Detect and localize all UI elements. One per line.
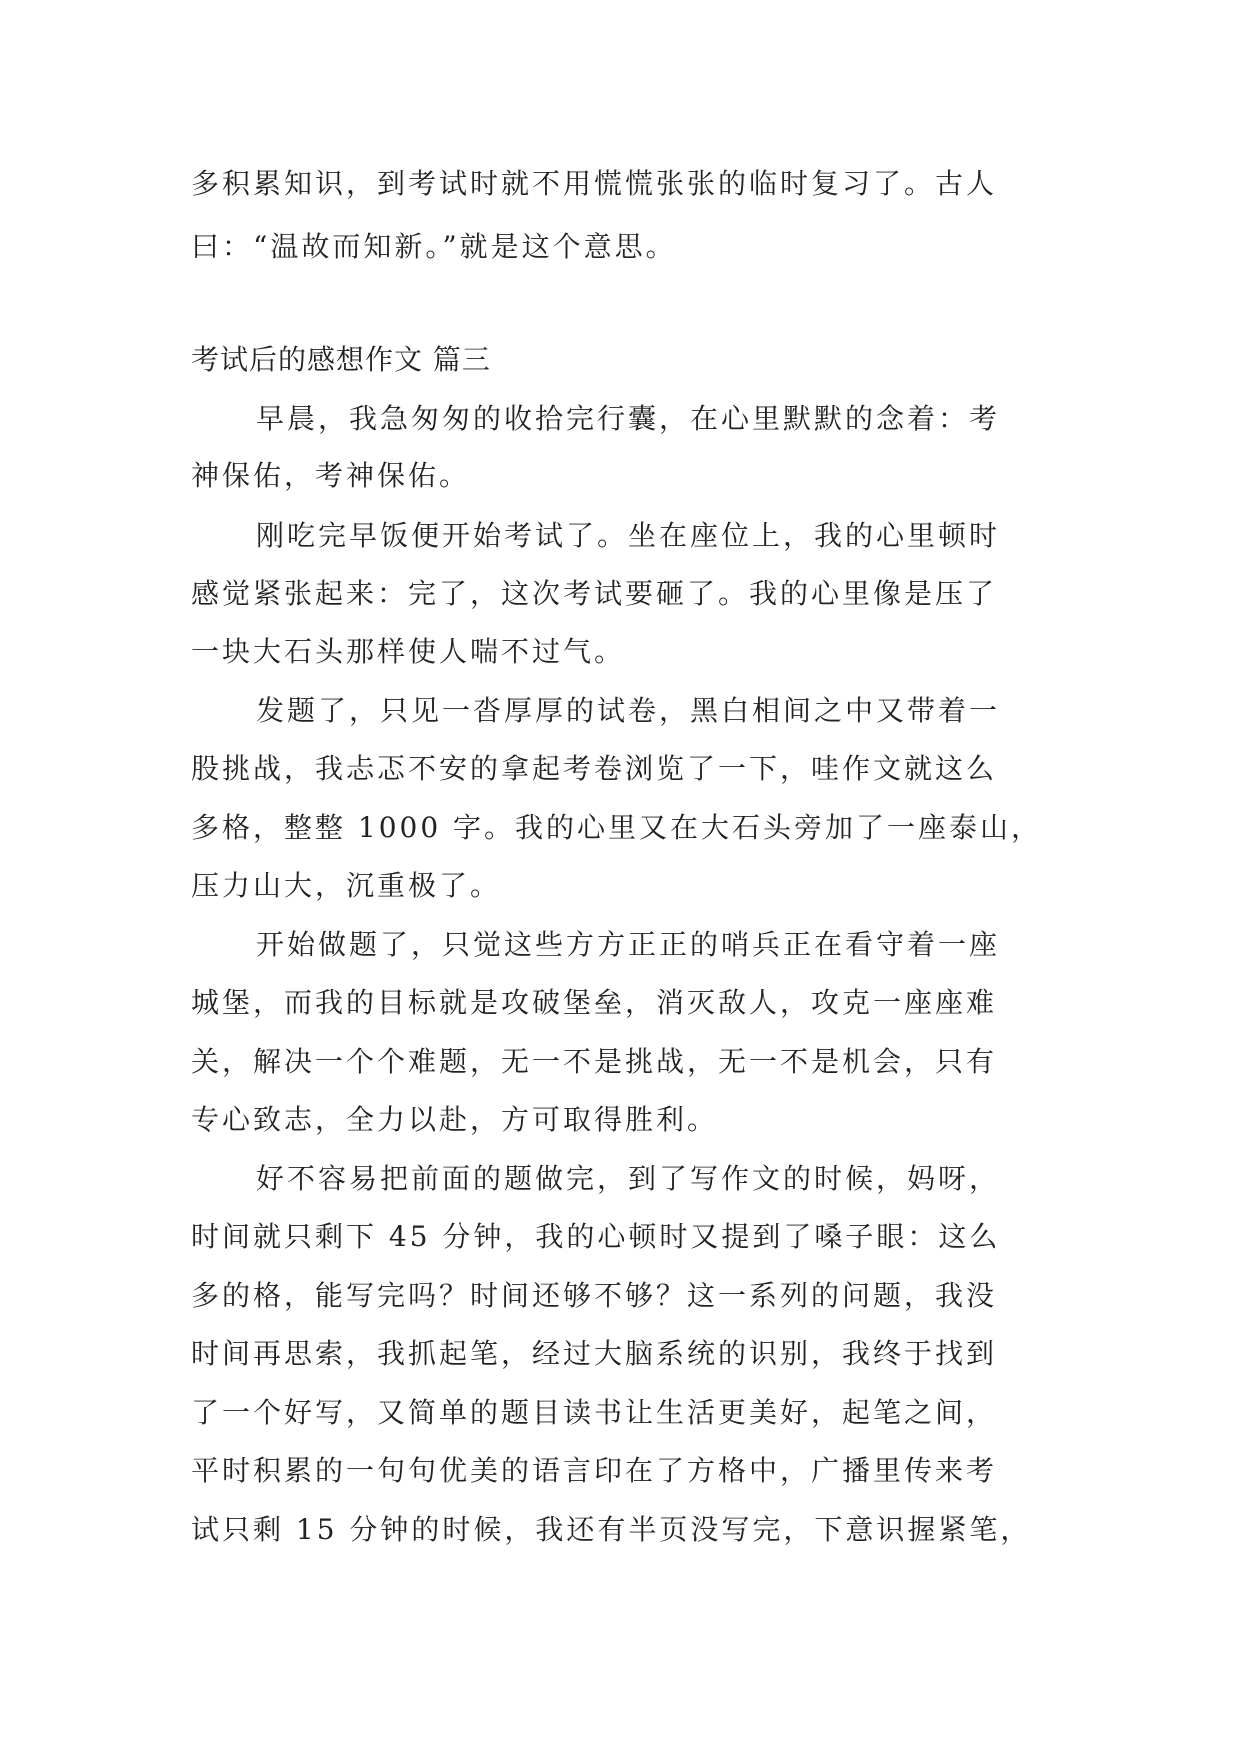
- paragraph-line: 发题了，只见一沓厚厚的试卷，黑白相间之中又带着一: [256, 694, 1001, 727]
- paragraph-line: 时间就只剩下 45 分钟，我的心顿时又提到了嗓子眼：这么: [191, 1220, 1001, 1253]
- paragraph-line: 好不容易把前面的题做完，到了写作文的时候，妈呀，: [256, 1162, 1001, 1195]
- paragraph-line: 城堡，而我的目标就是攻破堡垒，消灭敌人，攻克一座座难: [191, 986, 998, 1019]
- paragraph-line: 开始做题了，只觉这些方方正正的哨兵正在看守着一座: [256, 928, 1001, 961]
- paragraph-line: 压力山大，沉重极了。: [191, 869, 502, 902]
- paragraph-line: 曰：“温故而知新。”就是这个意思。: [191, 230, 677, 263]
- section-heading: 考试后的感想作文 篇三: [191, 343, 491, 376]
- paragraph-line: 神保佑，考神保佑。: [191, 459, 471, 492]
- paragraph-line: 早晨，我急匆匆的收拾完行囊，在心里默默的念着：考: [256, 402, 1001, 435]
- paragraph-line: 刚吃完早饭便开始考试了。坐在座位上，我的心里顿时: [256, 519, 1001, 552]
- paragraph-line: 时间再思索，我抓起笔，经过大脑系统的识别，我终于找到: [191, 1337, 998, 1370]
- paragraph-line: 平时积累的一句句优美的语言印在了方格中，广播里传来考: [191, 1454, 998, 1487]
- paragraph-line: 试只剩 15 分钟的时候，我还有半页没写完，下意识握紧笔，: [191, 1513, 1032, 1546]
- paragraph-line: 感觉紧张起来：完了，这次考试要砸了。我的心里像是压了: [191, 577, 998, 610]
- paragraph-line: 专心致志，全力以赴，方可取得胜利。: [191, 1103, 719, 1136]
- paragraph-line: 了一个好写，又简单的题目读书让生活更美好，起笔之间，: [191, 1396, 998, 1429]
- paragraph-line: 股挑战，我忐忑不安的拿起考卷浏览了一下，哇作文就这么: [191, 752, 998, 785]
- paragraph-line: 多的格，能写完吗？时间还够不够？这一系列的问题，我没: [191, 1279, 998, 1312]
- paragraph-line: 关，解决一个个难题，无一不是挑战，无一不是机会，只有: [191, 1045, 998, 1078]
- paragraph-line: 多格，整整 1000 字。我的心里又在大石头旁加了一座泰山，: [191, 811, 1043, 844]
- paragraph-line: 多积累知识，到考试时就不用慌慌张张的临时复习了。古人: [191, 167, 998, 200]
- paragraph-line: 一块大石头那样使人喘不过气。: [191, 635, 626, 668]
